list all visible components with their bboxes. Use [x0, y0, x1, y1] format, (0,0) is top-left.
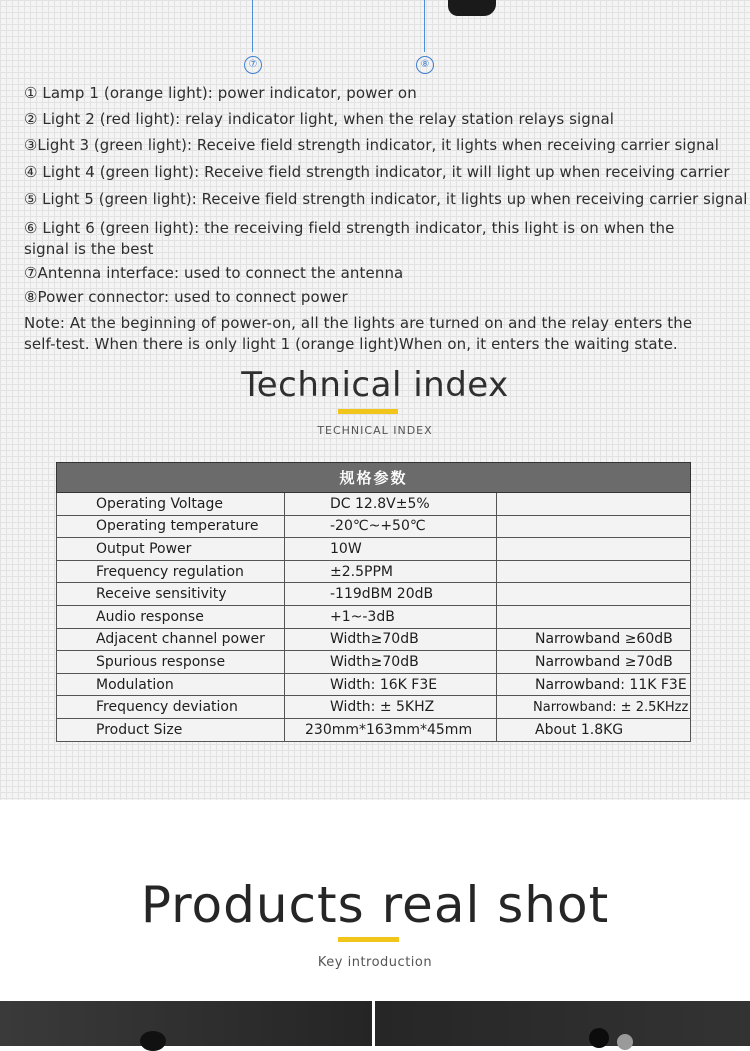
- table-row: [57, 718, 691, 741]
- spec-label: Frequency regulation: [57, 560, 285, 583]
- spec-value: 10W: [285, 538, 497, 561]
- product-photo-left: [0, 1001, 372, 1046]
- photo-knob: [617, 1034, 633, 1050]
- spec-extra: Narrowband ≥70dB: [497, 651, 691, 674]
- spec-value: -20℃~+50℃: [285, 515, 497, 538]
- spec-label: Frequency deviation: [57, 696, 285, 719]
- callout-marker-8: ⑧: [416, 56, 434, 74]
- description-lamp-1: ① Lamp 1 (orange light): power indicator, power on: [24, 84, 417, 102]
- spec-value: Width≥70dB: [285, 628, 497, 651]
- table-row: [57, 605, 691, 628]
- products-subtitle: Key introduction: [317, 955, 433, 970]
- product-photo-right: [375, 1001, 750, 1046]
- table-row: [57, 560, 691, 583]
- callout-line-8: [424, 0, 425, 52]
- spec-extra: [497, 493, 691, 516]
- spec-table-header: 规格参数: [57, 463, 691, 493]
- description-light-3: ③Light 3 (green light): Receive field strength indicator, it lights when receiving carrier signal: [24, 137, 719, 154]
- spec-extra: [497, 560, 691, 583]
- spec-label: Receive sensitivity: [57, 583, 285, 606]
- description-power-connector: ⑧Power connector: used to connect power: [24, 288, 348, 306]
- spec-label: Spurious response: [57, 651, 285, 674]
- technical-title-underline: [338, 409, 398, 414]
- spec-label: Output Power: [57, 538, 285, 561]
- spec-extra: [497, 538, 691, 561]
- spec-value: ±2.5PPM: [285, 560, 497, 583]
- spec-value: 230mm*163mm*45mm: [285, 718, 497, 741]
- table-row: [57, 696, 691, 719]
- spec-label: Operating Voltage: [57, 493, 285, 516]
- spec-extra: [497, 583, 691, 606]
- table-row: [57, 583, 691, 606]
- spec-value: Width≥70dB: [285, 651, 497, 674]
- table-row: [57, 538, 691, 561]
- products-title-underline: [338, 937, 399, 942]
- description-antenna-interface: ⑦Antenna interface: used to connect the antenna: [24, 264, 404, 282]
- description-note: Note: At the beginning of power-on, all the lights are turned on and the relay enters the self-test. When there is only light 1 (orange light)When on, it enters the waiting state.: [24, 314, 693, 353]
- spec-label: Product Size: [57, 718, 285, 741]
- spec-value: Width: ± 5KHZ: [285, 696, 497, 719]
- table-row: [57, 628, 691, 651]
- spec-value: DC 12.8V±5%: [285, 493, 497, 516]
- technical-index-subtitle: TECHNICAL INDEX: [317, 424, 433, 437]
- spec-label: Audio response: [57, 605, 285, 628]
- spec-extra: Narrowband ≥60dB: [497, 628, 691, 651]
- spec-label: Operating temperature: [57, 515, 285, 538]
- table-row: [57, 493, 691, 516]
- spec-extra: [497, 605, 691, 628]
- table-row: [57, 651, 691, 674]
- spec-extra: Narrowband: ± 2.5KHzz: [497, 696, 691, 719]
- spec-label: Modulation: [57, 673, 285, 696]
- table-row: [57, 673, 691, 696]
- spec-value: -119dBM 20dB: [285, 583, 497, 606]
- callout-line-7: [252, 0, 253, 52]
- spec-table: [56, 462, 691, 742]
- description-light-6: ⑥ Light 6 (green light): the receiving field strength indicator, this light is on when the signal is the best: [24, 219, 675, 258]
- spec-value: +1~-3dB: [285, 605, 497, 628]
- products-real-shot-title: Products real shot: [140, 876, 610, 934]
- description-light-5: ⑤ Light 5 (green light): Receive field strength indicator, it lights up when receiving carrier signal: [24, 191, 748, 208]
- technical-index-title: Technical index: [241, 365, 509, 405]
- spec-value: Width: 16K F3E: [285, 673, 497, 696]
- device-bottom-edge: [448, 0, 496, 16]
- table-row: [57, 515, 691, 538]
- spec-extra: Narrowband: 11K F3E: [497, 673, 691, 696]
- photo-knob: [140, 1031, 166, 1051]
- spec-extra: [497, 515, 691, 538]
- spec-label: Adjacent channel power: [57, 628, 285, 651]
- spec-extra: About 1.8KG: [497, 718, 691, 741]
- spec-table-header-row: [57, 463, 691, 493]
- callout-marker-7: ⑦: [244, 56, 262, 74]
- description-light-2: ② Light 2 (red light): relay indicator light, when the relay station relays signal: [24, 110, 615, 128]
- description-light-4: ④ Light 4 (green light): Receive field strength indicator, it will light up when receiving carrier: [24, 163, 730, 181]
- photo-knob: [589, 1028, 609, 1048]
